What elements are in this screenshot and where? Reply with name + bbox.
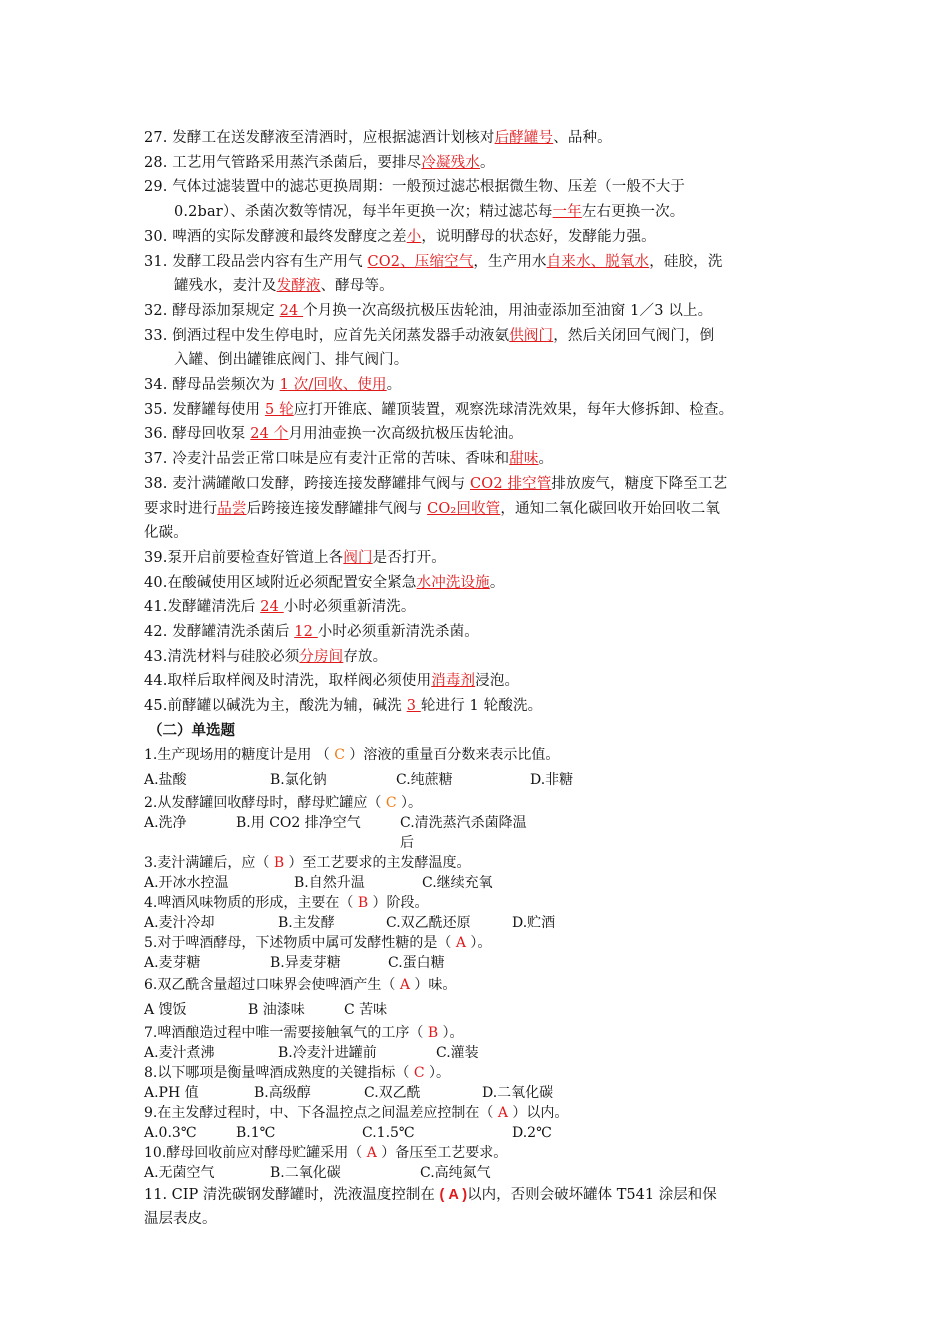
fill-item [144,422,810,447]
fill-item [144,348,810,373]
item-text: ，生产用水 [473,253,547,270]
question-text: ）以内。 [507,1104,569,1121]
item-number: 29. [144,179,168,196]
question [144,1063,810,1083]
item-text: 浸泡。 [475,673,520,690]
multiple-choice-section [144,743,810,1183]
item-text: 酵母品尝频次为 [167,377,280,394]
options-row [144,813,810,853]
item-number: 31. [144,253,168,270]
item-text: 。 [538,451,554,468]
item-text: 排放废气，糖度下降至工艺 [551,475,728,492]
option: C.灌装 [436,1044,479,1061]
item-text: ，通知二氧化碳回收开始回收二氧 [500,500,721,517]
item-text: 0.2bar）、杀菌次数等情况，每半年更换一次；精过滤芯每 [174,204,553,221]
answer: A [448,1186,459,1203]
item-text: 小时必须重新清洗。 [283,599,416,616]
item-number: 39. [144,549,168,566]
fill-item [144,274,810,299]
answer-blank: 甜味 [509,451,539,468]
question-text: 1.生产现场用的糖度计是用 （ [144,746,335,763]
fill-item [144,373,810,398]
item-text: 左右更换一次。 [581,204,685,221]
answer-blank: CO₂回收管 [427,500,501,517]
option: C.纯蔗糖 [396,771,453,788]
option: C.双乙酰 [364,1084,421,1101]
question-text: 2.从发酵罐回收酵母时，酵母贮罐应（ [144,794,386,811]
question-text: 4.啤酒风味物质的形成，主要在（ [144,894,358,911]
option: B.异麦芽糖 [270,954,341,971]
answer: A [455,934,466,951]
answer: C [334,746,345,763]
item-text: 冷麦汁品尝正常口味是应有麦汁正常的苦味、香味和 [167,451,510,468]
question-text: 10.酵母回收前应对酵母贮罐采用（ [144,1144,367,1161]
answer: C [385,794,397,811]
question-text: 以内，否则会破坏罐体 T541 涂层和保 [467,1186,717,1203]
question-11 [144,1183,810,1208]
fill-item [144,694,810,719]
answer-blank: 水冲洗设施 [416,574,490,591]
answer-blank: 消毒剂 [431,673,476,690]
options-row [144,998,810,1023]
item-text: 在酸碱使用区域附近必须配置安全紧急 [167,574,417,591]
option: B 油漆味 [248,1001,305,1018]
option: A.0.3℃ [144,1124,197,1141]
option: A.盐酸 [144,771,187,788]
options-row [144,913,810,933]
answer-blank: 供阀门 [509,327,554,344]
item-text: 、品种。 [553,130,612,146]
options-row [144,1083,810,1103]
answer: B [273,854,285,871]
fill-item [144,200,810,225]
option: B.1℃ [236,1124,276,1141]
item-text: 罐残水，麦汁及 [174,278,277,295]
question [144,793,810,813]
option: B.高级醇 [254,1084,311,1101]
option: C.蛋白糖 [388,954,445,971]
fill-item [144,571,810,596]
fill-item [144,546,810,571]
answer-blank: 分房间 [299,648,344,665]
item-text: 啤酒的实际发酵渡和最终发酵度之差 [167,228,407,245]
question-text: ）味。 [409,976,457,993]
fill-item [144,645,810,670]
fill-item [144,620,810,645]
option: B.氯化钠 [270,771,327,788]
item-text: 化碳。 [144,525,188,542]
answer-blank: 24 个 [250,426,289,443]
item-text: 倒酒过程中发生停电时，应首先关闭蒸发器手动液氨 [167,327,510,344]
answer-blank: 5 轮 [264,401,294,418]
question-text: 3.麦汁满罐后，应（ [144,854,274,871]
question [144,853,810,873]
section-heading: （二）单选题 [148,721,235,739]
item-text: 。 [489,574,505,591]
answer-open: ( [439,1186,449,1203]
item-number: 33. [144,327,168,344]
option: A.麦汁煮沸 [144,1044,215,1061]
item-text: 存放。 [343,648,388,665]
answer-blank: 一年 [552,204,582,221]
fill-item [144,126,810,151]
item-text: 小时必须重新清洗杀菌。 [317,624,479,641]
item-number: 36. [144,426,168,443]
answer-blank: 冷凝残水 [421,154,480,171]
fill-item [144,447,810,472]
question [144,973,810,998]
answer-close: ) [458,1186,468,1203]
question [144,743,810,768]
fill-item [144,595,810,620]
answer-blank: 后酵罐号 [494,130,554,146]
question-text: 7.啤酒酿造过程中唯一需要接触氧气的工序（ [144,1024,428,1041]
question-text: 8.以下哪项是衡量啤酒成熟度的关键指标（ [144,1064,414,1081]
item-text: 、酵母等。 [320,278,394,295]
item-text: 清洗材料与硅胶必须 [167,648,300,665]
answer-blank: 发酵液 [276,278,321,295]
question-text: ）备压至工艺要求。 [376,1144,508,1161]
item-text: 麦汁满罐敞口发酵，跨接连接发酵罐排气阀与 [167,475,471,492]
option: C.1.5℃ [362,1124,415,1141]
item-text: 发酵罐清洗后 [167,599,261,616]
item-text: 发酵工在送发酵液至清酒时，应根据滤酒计划核对 [167,130,495,146]
answer-blank: 24 [260,599,284,616]
item-number: 34. [144,377,168,394]
option: C.清洗蒸汽杀菌降温后 [400,814,527,851]
option: D.二氧化碳 [482,1084,554,1101]
option: C 苦味 [344,1001,388,1018]
option: B.冷麦汁进罐前 [278,1044,377,1061]
fill-item [144,151,810,176]
question-text: ）。 [465,934,492,951]
item-text: 应打开锥底、罐顶装置，观察洗球清洗效果，每年大修拆卸、检查。 [293,401,734,418]
option: D.非糖 [530,771,574,788]
question [144,1103,810,1123]
item-number: 35. [144,401,168,418]
item-text: 月用油壶换一次高级抗极压齿轮油。 [288,426,523,443]
answer-blank: 自来水、脱氧水 [546,253,650,270]
item-number: 28. [144,154,168,171]
options-row [144,873,810,893]
question [144,1143,810,1163]
option: C.双乙酰还原 [386,914,471,931]
answer-blank: 3 [406,698,421,715]
question [144,1023,810,1043]
answer: B [427,1024,439,1041]
fill-item [144,497,810,522]
question-text: ）至工艺要求的主发酵温度。 [284,854,471,871]
item-number: 43. [144,648,168,665]
question-11-line2: 温层表皮。 [144,1211,217,1228]
item-number: 44. [144,673,168,690]
question-text: ）溶液的重量百分数来表示比值。 [344,746,560,763]
option: B.主发酵 [278,914,335,931]
option: D.贮酒 [512,914,556,931]
answer-blank: 1 次/回收、使用 [279,377,387,394]
option: C.高纯氮气 [420,1164,491,1181]
answer-blank: 12 [294,624,318,641]
item-text: 。 [386,377,402,394]
item-text: 后跨接连接发酵罐排气阀与 [246,500,428,517]
item-number: 30. [144,228,168,245]
answer-blank: CO2 排空管 [470,475,552,492]
item-number: 37. [144,451,168,468]
item-text: 泵开启前要检查好管道上各 [167,549,344,566]
fill-item [144,398,810,423]
item-text: 前酵罐以碱洗为主，酸洗为辅，碱洗 [167,698,407,715]
fill-in-section [144,126,810,719]
item-text: 入罐、倒出罐锥底阀门、排气阀门。 [174,352,409,369]
options-row [144,953,810,973]
option: A.开冰水控温 [144,874,229,891]
option: A.无菌空气 [144,1164,215,1181]
fill-item [144,225,810,250]
question-text: 6.双乙酰含量超过口味界会使啤酒产生（ [144,976,400,993]
option: B.用 CO2 排净空气 [236,814,361,831]
answer: A [366,1144,377,1161]
option: C.继续充氧 [422,874,493,891]
item-text: 个月换一次高级抗极压齿轮油，用油壶添加至油窗 1／3 以上。 [303,302,713,319]
fill-item [144,324,810,349]
item-text: 工艺用气管路采用蒸汽杀菌后，要排尽 [167,154,422,171]
item-text: 发酵罐清洗杀菌后 [167,624,295,641]
fill-item [144,472,810,497]
item-number: 27. [144,130,168,146]
item-number: 40. [144,574,168,591]
question-text: ）。 [424,1064,450,1081]
question-text: ）。 [396,794,422,811]
item-text: 取样后取样阀及时清洗，取样阀必须使用 [167,673,432,690]
item-text: 轮进行 1 轮酸洗。 [420,698,543,715]
item-text: 是否打开。 [372,549,446,566]
item-text: 气体过滤装置中的滤芯更换周期：一般预过滤芯根据微生物、压差（一般不大于 [167,179,686,196]
fill-item [144,175,810,200]
question [144,933,810,953]
answer-blank: 阀门 [343,549,373,566]
options-row [144,768,810,793]
answer: C [413,1064,425,1081]
answer-blank: CO2、压缩空气 [367,253,474,270]
option: A.麦汁冷却 [144,914,215,931]
item-number: 32. [144,302,168,319]
fill-item [144,521,810,546]
question-text: ）阶段。 [368,894,429,911]
answer: B [357,894,369,911]
option: A.洗净 [144,814,187,831]
item-text: 。 [479,154,495,171]
question [144,893,810,913]
item-text: 酵母添加泵规定 [167,302,280,319]
item-text: ，然后关闭回气阀门，倒 [553,327,715,344]
item-number: 38. [144,475,168,492]
question-text: 5.对于啤酒酵母，下述物质中属可发酵性糖的是（ [144,934,456,951]
fill-item [144,299,810,324]
options-row [144,1163,810,1183]
answer: A [399,976,410,993]
answer-blank: 小 [406,228,422,245]
question-text: 11. CIP 清洗碳钢发酵罐时，洗液温度控制在 [144,1186,440,1203]
option: A.PH 值 [144,1084,199,1101]
option: B.自然升温 [294,874,365,891]
item-text: 发酵罐每使用 [167,401,265,418]
item-text: ，说明酵母的状态好，发酵能力强。 [421,228,656,245]
answer: A [497,1104,508,1121]
item-text: 酵母回收泵 [167,426,251,443]
options-row [144,1123,810,1143]
option: B.二氧化碳 [270,1164,341,1181]
item-number: 42. [144,624,168,641]
item-text: 要求时进行 [144,500,218,517]
fill-item [144,669,810,694]
item-number: 45. [144,698,168,715]
fill-item [144,250,810,275]
options-row [144,1043,810,1063]
option: D.2℃ [512,1124,552,1141]
item-text: ，硅胶，洗 [649,253,723,270]
question-text: 9.在主发酵过程时，中、下各温控点之间温差应控制在（ [144,1104,498,1121]
option: A 馊饭 [144,1001,187,1018]
item-text: 发酵工段品尝内容有生产用气 [167,253,368,270]
answer-blank: 24 [279,302,304,319]
option: A.麦芽糖 [144,954,201,971]
item-number: 41. [144,599,168,616]
question-text: ）。 [438,1024,464,1041]
answer-blank: 品尝 [217,500,247,517]
content [144,126,810,1232]
